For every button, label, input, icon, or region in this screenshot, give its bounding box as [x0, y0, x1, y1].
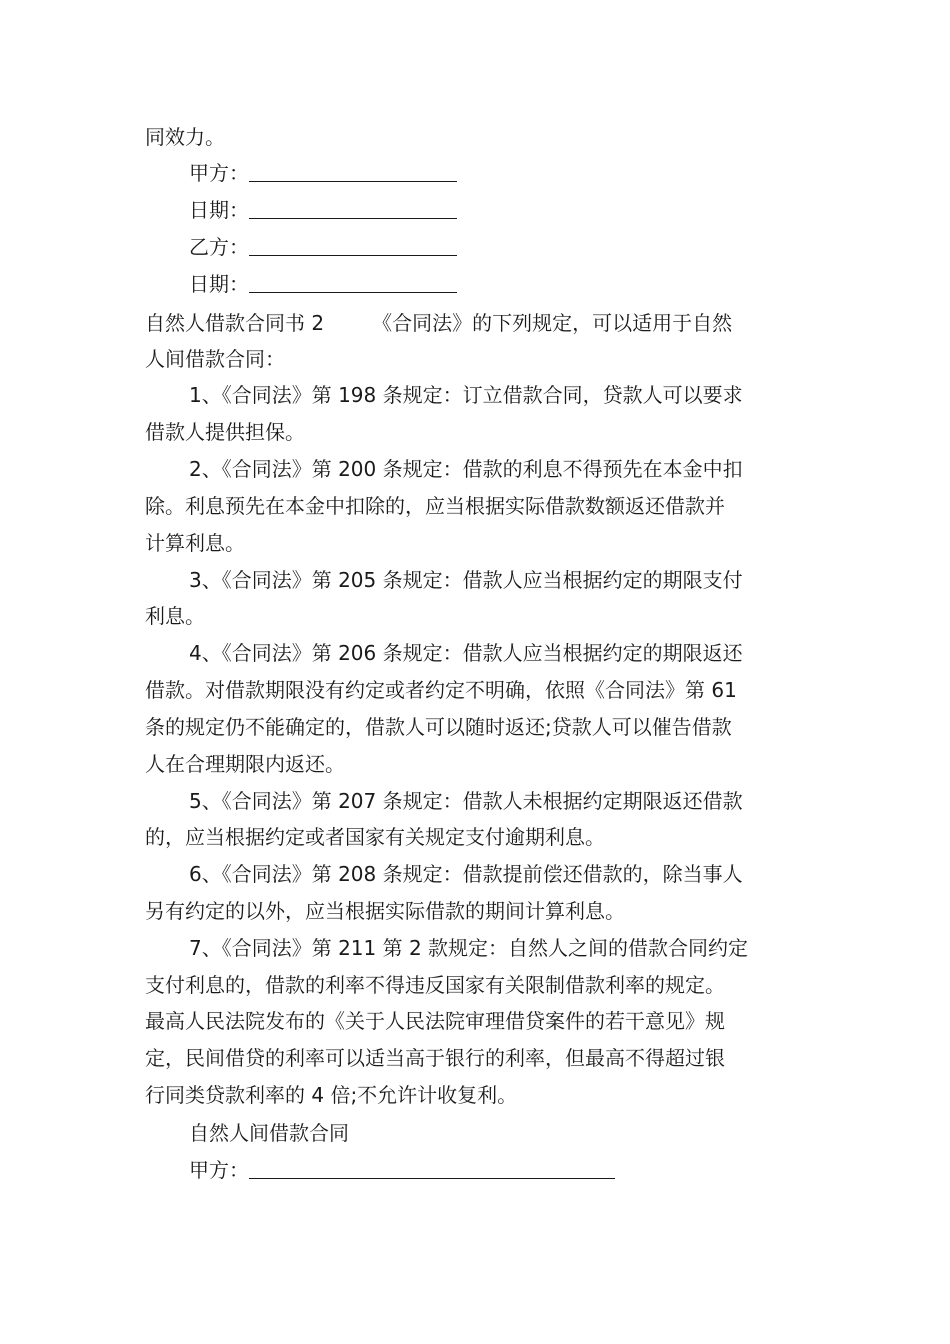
clause-4-line: 4、《合同法》第 206 条规定：借款人应当根据约定的期限返还	[189, 641, 743, 665]
party-a-line	[189, 1155, 815, 1185]
clause-6-line: 另有约定的以外，应当根据实际借款的期间计算利息。	[145, 899, 625, 923]
clause-7-line: 7、《合同法》第 211 第 2 款规定：自然人之间的借款合同约定	[189, 936, 749, 960]
signature-label: 日期：	[189, 198, 249, 222]
clause-1-line: 1、《合同法》第 198 条规定：订立借款合同，贷款人可以要求	[189, 383, 743, 407]
clause-7-line: 行同类贷款利率的 4 倍;不允许计收复利。	[145, 1083, 518, 1107]
signature-line-date-b	[189, 269, 815, 299]
clause-3-line: 3、《合同法》第 205 条规定：借款人应当根据约定的期限支付	[189, 568, 743, 592]
clause-4-line: 人在合理期限内返还。	[145, 752, 345, 776]
party-a-label: 甲方：	[189, 1158, 249, 1182]
contract-title: 自然人间借款合同	[189, 1121, 349, 1145]
section-heading-line	[145, 308, 815, 338]
signature-label: 乙方：	[189, 235, 249, 259]
intro-text-cont: 人间借款合同：	[145, 347, 285, 371]
signature-blank	[249, 235, 457, 256]
intro-text: 《合同法》的下列规定，可以适用于自然	[372, 311, 733, 335]
clause-3-line: 利息。	[145, 604, 205, 628]
clause-2-line: 2、《合同法》第 200 条规定：借款的利息不得预先在本金中扣	[189, 457, 743, 481]
clause-6-line: 6、《合同法》第 208 条规定：借款提前偿还借款的，除当事人	[189, 862, 743, 886]
signature-blank	[249, 198, 457, 219]
signature-label: 日期：	[189, 272, 249, 296]
clause-2-line: 除。利息预先在本金中扣除的，应当根据实际借款数额返还借款并	[145, 494, 725, 518]
clause-5-line: 5、《合同法》第 207 条规定：借款人未根据约定期限返还借款	[189, 789, 743, 813]
paragraph-tail: 同效力。	[145, 125, 225, 149]
clause-2-line: 计算利息。	[145, 531, 245, 555]
signature-blank	[249, 161, 457, 182]
party-a-blank	[249, 1158, 615, 1179]
clause-7-line: 最高人民法院发布的《关于人民法院审理借贷案件的若干意见》规	[145, 1009, 725, 1033]
signature-line-date-a	[189, 195, 815, 225]
signature-line-party-b	[189, 232, 815, 262]
signature-line-party-a	[189, 158, 815, 188]
section-heading: 自然人借款合同书 2	[145, 311, 325, 335]
clause-4-line: 借款。对借款期限没有约定或者约定不明确，依照《合同法》第 61	[145, 678, 737, 702]
clause-1-line: 借款人提供担保。	[145, 420, 305, 444]
clause-7-line: 支付利息的，借款的利率不得违反国家有关限制借款利率的规定。	[145, 973, 725, 997]
signature-blank	[249, 272, 457, 293]
signature-label: 甲方：	[189, 161, 249, 185]
clause-5-line: 的，应当根据约定或者国家有关规定支付逾期利息。	[145, 825, 605, 849]
clause-7-line: 定，民间借贷的利率可以适当高于银行的利率，但最高不得超过银	[145, 1046, 725, 1070]
clause-4-line: 条的规定仍不能确定的，借款人可以随时返还;贷款人可以催告借款	[145, 715, 732, 739]
